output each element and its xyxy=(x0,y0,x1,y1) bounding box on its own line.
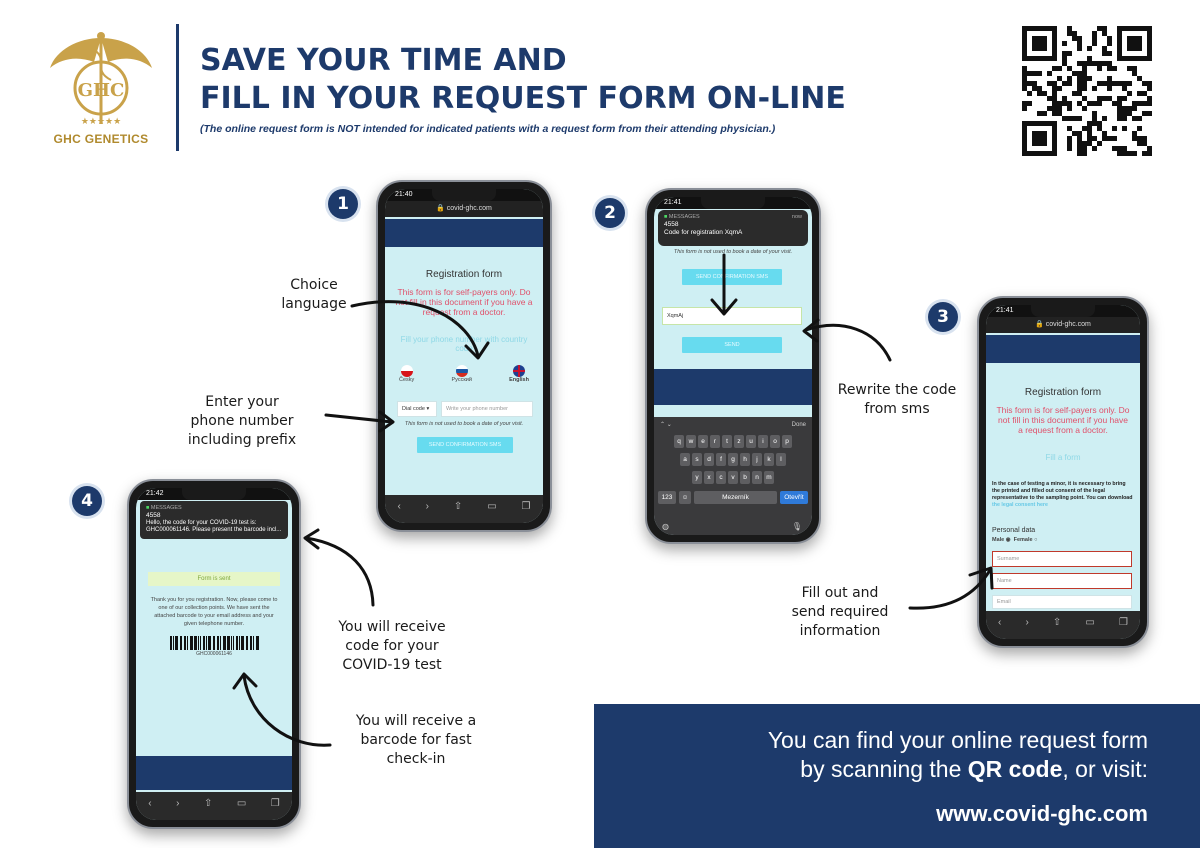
key-n[interactable]: n xyxy=(752,471,762,484)
step-3-badge: 3 xyxy=(928,302,958,332)
key-e[interactable]: e xyxy=(698,435,708,448)
emoji-icon[interactable]: ☺ xyxy=(679,491,691,504)
annotation-receive-code: You will receive code for your COVID-19 test xyxy=(338,619,446,673)
form-title: Registration form xyxy=(1024,387,1102,398)
cta-text: You can find your online request form by scanning the QR code, or visit: xyxy=(767,727,1148,782)
key-t[interactable]: t xyxy=(722,435,732,448)
bookmarks-icon[interactable]: ▭ xyxy=(1085,617,1095,628)
arrow-fill xyxy=(910,570,990,608)
arrow-language xyxy=(352,302,478,356)
keyboard-done-button[interactable]: Done xyxy=(791,422,806,428)
phone-hint: Fill your phone number with country code xyxy=(400,335,528,353)
tabs-icon[interactable]: ❐ xyxy=(521,501,531,512)
thank-you-text: Thank you for you registration. Now, please come to one of our collection points. We have sent the attached barcode to your email address and your given telephone number. xyxy=(150,597,278,627)
cta-box xyxy=(594,704,1200,848)
self-payer-warning: This form is for self-payers only. Do not fill in this document if you have a request from a doctor. xyxy=(395,287,533,317)
key-q[interactable]: q xyxy=(674,435,684,448)
back-icon[interactable]: ‹ xyxy=(148,798,152,809)
dial-code-select[interactable]: Dial code ▾ xyxy=(397,401,437,417)
key-k[interactable]: k xyxy=(764,453,774,466)
key-i[interactable]: i xyxy=(758,435,768,448)
key-123[interactable]: 123 xyxy=(658,491,676,504)
name-input[interactable]: Name xyxy=(992,573,1132,589)
key-s[interactable]: s xyxy=(692,453,702,466)
key-f[interactable]: f xyxy=(716,453,726,466)
key-z[interactable]: z xyxy=(734,435,744,448)
gender-radio[interactable]: Male ◉ Female ○ xyxy=(992,537,1038,543)
key-d[interactable]: d xyxy=(704,453,714,466)
back-icon[interactable]: ‹ xyxy=(998,617,1002,628)
key-o[interactable]: o xyxy=(770,435,780,448)
status-time: 21:41 xyxy=(986,305,1140,317)
key-r[interactable]: r xyxy=(710,435,720,448)
url-bar[interactable]: 🔒 covid-ghc.com xyxy=(385,201,543,217)
key-u[interactable]: u xyxy=(746,435,756,448)
lang-en[interactable]: English xyxy=(509,365,529,383)
annotation-receive-barcode: You will receive a barcode for fast check-in xyxy=(355,713,477,767)
fill-form-label: Fill a form xyxy=(1045,453,1081,462)
tabs-icon[interactable]: ❐ xyxy=(270,798,280,809)
page-title: SAVE YOUR TIME AND FILL IN YOUR REQUEST FORM ON-LINE xyxy=(200,43,846,116)
status-time: 21:41 xyxy=(654,197,812,209)
website-link[interactable]: www.covid-ghc.com xyxy=(936,801,1148,826)
key-go[interactable]: Otevřít xyxy=(780,491,808,504)
forward-icon[interactable]: › xyxy=(176,798,180,809)
annotation-rewrite-code: Rewrite the code from sms xyxy=(837,382,957,417)
booking-note: This form is not used to book a date of your visit. xyxy=(673,249,793,255)
key-b[interactable]: b xyxy=(740,471,750,484)
status-time: 21:40 xyxy=(385,189,543,201)
key-x[interactable]: x xyxy=(704,471,714,484)
forward-icon[interactable]: › xyxy=(425,501,430,512)
minor-consent-note: In the case of testing a minor, it is necessary to bring the printed and filled out consent of the legal representative to the sampling point. You can download the legal consent here xyxy=(992,481,1133,508)
email-input[interactable]: Email xyxy=(992,595,1132,609)
lang-ru[interactable]: Русский xyxy=(451,365,471,383)
key-c[interactable]: c xyxy=(716,471,726,484)
arrow-phone xyxy=(326,415,392,422)
step-2-badge: 2 xyxy=(595,198,625,228)
status-time: 21:42 xyxy=(136,488,292,500)
key-v[interactable]: v xyxy=(728,471,738,484)
sms-notification[interactable]: ■ MESSAGES now 4558 Code for registration XqmA xyxy=(658,210,808,246)
code-input[interactable]: XqmAj xyxy=(662,307,802,325)
bookmarks-icon[interactable]: ▭ xyxy=(236,798,247,809)
step-1-badge: 1 xyxy=(328,189,358,219)
tabs-icon[interactable]: ❐ xyxy=(1118,617,1128,628)
share-icon[interactable]: ⇧ xyxy=(203,798,213,809)
key-j[interactable]: j xyxy=(752,453,762,466)
booking-note: This form is not used to book a date of your visit. xyxy=(404,421,524,427)
key-w[interactable]: w xyxy=(686,435,696,448)
self-payer-warning: This form is for self-payers only. Do not fill in this document if you have a request from a doctor. xyxy=(996,405,1130,435)
key-g[interactable]: g xyxy=(728,453,738,466)
share-icon[interactable]: ⇧ xyxy=(1052,617,1062,628)
form-title: Registration form xyxy=(425,269,503,280)
globe-icon[interactable]: ◍ xyxy=(662,522,669,531)
key-m[interactable]: m xyxy=(764,471,774,484)
personal-data-label: Personal data xyxy=(992,527,1036,534)
sms-notification[interactable]: ■ MESSAGES 4558 Hello, the code for your COVID-19 test is: GHC000061146. Please present the barcode incl... xyxy=(140,501,288,539)
keyboard[interactable]: ⌃ ⌄ Done q w e r t z u i o p a s d f g h j k l y x c v b n m 123 ☺ Mezerník Otevřít ◍ 🎙 xyxy=(654,417,812,535)
annotation-fill-out: Fill out and send required information xyxy=(791,585,889,639)
phone-number-input[interactable]: Write your phone number xyxy=(441,401,533,417)
barcode-number: GHC000061146 xyxy=(196,651,232,657)
back-icon[interactable]: ‹ xyxy=(397,501,401,512)
form-sent-banner: Form is sent xyxy=(148,572,280,586)
key-y[interactable]: y xyxy=(692,471,702,484)
annotation-choice-language: Choice language xyxy=(281,277,347,312)
bookmarks-icon[interactable]: ▭ xyxy=(487,501,497,512)
svg-text:★★★★★: ★★★★★ xyxy=(80,116,122,126)
arrow-rewrite xyxy=(806,325,890,360)
send-sms-button[interactable]: SEND CONFIRMATION SMS xyxy=(682,269,782,285)
send-button[interactable]: SEND xyxy=(682,337,782,353)
share-icon[interactable]: ⇧ xyxy=(453,501,463,512)
svg-text:GHC: GHC xyxy=(77,80,125,101)
key-a[interactable]: a xyxy=(680,453,690,466)
forward-icon[interactable]: › xyxy=(1025,617,1029,628)
url-bar[interactable]: 🔒 covid-ghc.com xyxy=(986,317,1140,333)
surname-input[interactable]: Surname xyxy=(992,551,1132,567)
microphone-icon[interactable]: 🎙 xyxy=(791,522,802,531)
key-h[interactable]: h xyxy=(740,453,750,466)
annotation-enter-phone: Enter your phone number including prefix xyxy=(187,394,297,448)
key-l[interactable]: l xyxy=(776,453,786,466)
send-sms-button[interactable]: SEND CONFIRMATION SMS xyxy=(417,437,513,453)
step-4-badge: 4 xyxy=(72,486,102,516)
key-space[interactable]: Mezerník xyxy=(694,491,777,504)
lang-cz[interactable]: Česky xyxy=(399,365,414,383)
disclaimer-note: (The online request form is NOT intended for indicated patients with a request form from their attending physician.) xyxy=(200,123,776,135)
brand-name: GHC GENETICS xyxy=(53,132,149,146)
consent-link[interactable]: the legal consent here xyxy=(992,502,1048,508)
key-p[interactable]: p xyxy=(782,435,792,448)
